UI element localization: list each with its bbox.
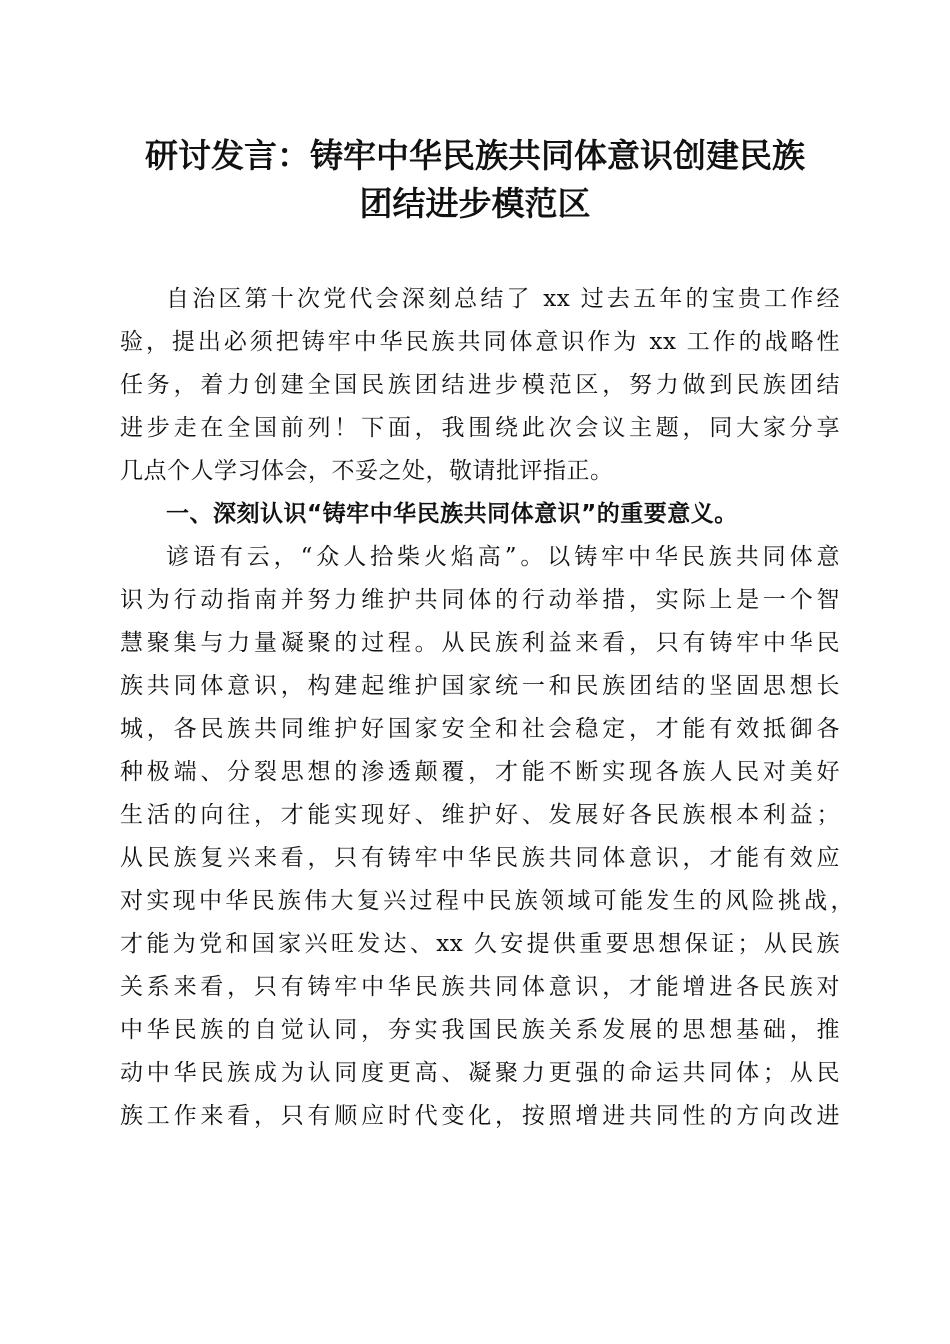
document-title (100, 132, 850, 228)
paragraph-line: 族共同体意识，构建起维护国家统一和民族团结的坚固思想长 (120, 673, 840, 699)
paragraph-line: 城，各民族共同维护好国家安全和社会稳定，才能有效抵御各 (120, 716, 840, 742)
paragraph-line: 中华民族的自觉认同，夯实我国民族关系发展的思想基础，推 (120, 1017, 840, 1043)
title-line-1: 研讨发言：铸牢中华民族共同体意识创建民族 (145, 136, 805, 175)
paragraph-line: 从民族复兴来看，只有铸牢中华民族共同体意识，才能有效应 (120, 845, 840, 871)
document-body (120, 278, 854, 1138)
paragraph-line: 验，提出必须把铸牢中华民族共同体意识作为 xx 工作的战略性 (120, 329, 840, 355)
paragraph-line: 自治区第十次党代会深刻总结了 xx 过去五年的宝贵工作经 (166, 286, 840, 312)
paragraph-line: 对实现中华民族伟大复兴过程中民族领域可能发生的风险挑战， (120, 888, 854, 914)
paragraph-line: 才能为党和国家兴旺发达、xx 久安提供重要思想保证；从民族 (120, 931, 840, 957)
paragraph-line: 族工作来看，只有顺应时代变化，按照增进共同性的方向改进 (120, 1103, 840, 1129)
paragraph-line: 动中华民族成为认同度更高、凝聚力更强的命运共同体；从民 (120, 1060, 840, 1086)
paragraph-line: 谚语有云，“众人拾柴火焰高”。以铸牢中华民族共同体意 (166, 544, 840, 570)
paragraph-line: 任务，着力创建全国民族团结进步模范区，努力做到民族团结 (120, 372, 840, 398)
paragraph-line: 种极端、分裂思想的渗透颠覆，才能不断实现各族人民对美好 (120, 759, 840, 785)
paragraph-intro (120, 278, 840, 493)
section-heading-1: 一、深刻认识“铸牢中华民族共同体意识”的重要意义。 (166, 501, 738, 527)
paragraph-line: 关系来看，只有铸牢中华民族共同体意识，才能增进各民族对 (120, 974, 840, 1000)
paragraph-line: 进步走在全国前列！下面，我围绕此次会议主题，同大家分享 (120, 415, 840, 441)
paragraph-line: 几点个人学习体会，不妥之处，敬请批评指正。 (120, 458, 614, 484)
paragraph-line: 识为行动指南并努力维护共同体的行动举措，实际上是一个智 (120, 587, 840, 613)
title-line-2: 团结进步模范区 (359, 184, 591, 223)
paragraph-line: 生活的向往，才能实现好、维护好、发展好各民族根本利益； (120, 802, 840, 828)
paragraph-significance (120, 536, 854, 1138)
paragraph-line: 慧聚集与力量凝聚的过程。从民族利益来看，只有铸牢中华民 (120, 630, 840, 656)
